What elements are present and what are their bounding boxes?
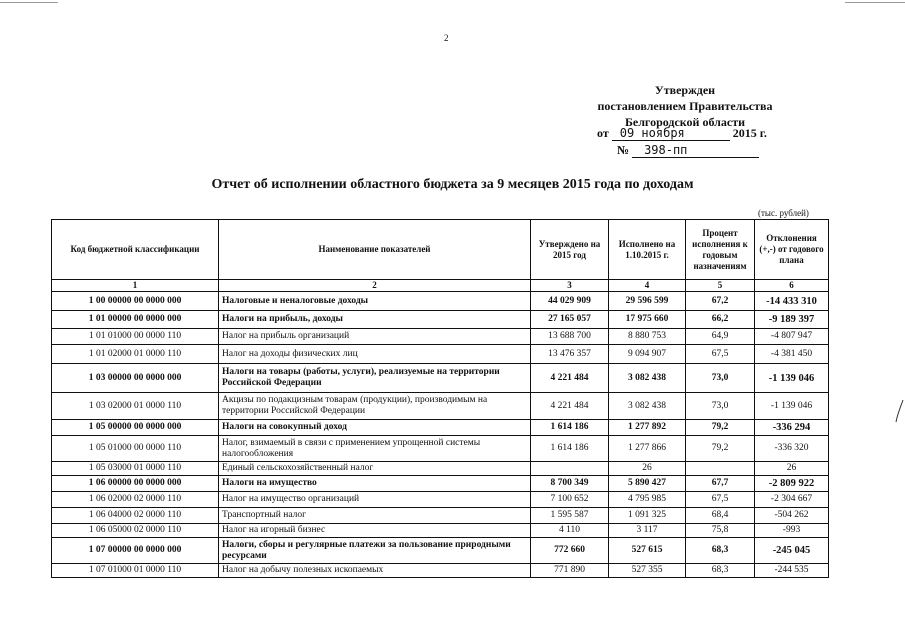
name-cell: Налог на прибыль организаций	[219, 329, 531, 345]
deviation-cell: -245 045	[755, 538, 829, 564]
table-row	[52, 538, 829, 564]
table-header-row	[52, 220, 829, 280]
name-cell: Единый сельскохозяйственный налог	[219, 462, 531, 476]
table-row	[52, 329, 829, 345]
document-title: Отчет об исполнении областного бюджета за 9 месяцев 2015 года по доходам	[211, 177, 694, 192]
executed-cell: 26	[609, 462, 686, 476]
approved-cell: 13 476 357	[531, 345, 609, 364]
pen-mark-icon	[893, 398, 905, 426]
executed-cell: 3 082 438	[609, 393, 686, 420]
table-row	[52, 393, 829, 420]
percent-cell: 64,9	[686, 329, 755, 345]
date-year: 2015 г.	[732, 126, 767, 140]
revenue-table	[51, 219, 829, 578]
name-cell: Налоги на совокупный доход	[219, 420, 531, 436]
deviation-cell: -1 139 046	[755, 393, 829, 420]
table-row	[52, 564, 829, 578]
table-row	[52, 492, 829, 508]
name-cell: Акцизы по подакцизным товарам (продукции), производимым на территории Российской Федерации	[219, 393, 531, 420]
percent-cell	[686, 462, 755, 476]
executed-cell: 1 277 866	[609, 436, 686, 462]
column-number-row	[52, 280, 829, 292]
approved-cell: 1 614 186	[531, 436, 609, 462]
executed-cell: 3 082 438	[609, 364, 686, 393]
approval-stamp	[580, 82, 790, 130]
approval-line-2: постановлением Правительства	[597, 99, 773, 113]
number-handwritten: 398-пп	[632, 143, 759, 158]
percent-cell: 79,2	[686, 420, 755, 436]
code-cell: 1 06 05000 02 0000 110	[52, 524, 219, 538]
table-row	[52, 436, 829, 462]
deviation-cell: -1 139 046	[755, 364, 829, 393]
executed-cell: 29 596 599	[609, 292, 686, 311]
executed-cell: 9 094 907	[609, 345, 686, 364]
approval-date	[597, 126, 767, 141]
approved-cell: 4 221 484	[531, 364, 609, 393]
number-prefix: №	[617, 143, 630, 157]
code-cell: 1 05 00000 00 0000 000	[52, 420, 219, 436]
name-cell: Налог, взимаемый в связи с применением упрощенной системы налогообложения	[219, 436, 531, 462]
percent-cell: 73,0	[686, 393, 755, 420]
column-number: 5	[686, 280, 755, 292]
executed-cell: 8 880 753	[609, 329, 686, 345]
name-cell: Налог на доходы физических лиц	[219, 345, 531, 364]
name-cell: Налоги, сборы и регулярные платежи за пользование природными ресурсами	[219, 538, 531, 564]
header-deviation: Отклонения (+,-) от годового плана	[755, 220, 829, 280]
code-cell: 1 07 00000 00 0000 000	[52, 538, 219, 564]
date-prefix: от	[597, 126, 609, 140]
executed-cell: 4 795 985	[609, 492, 686, 508]
header-approved: Утверждено на 2015 год	[531, 220, 609, 280]
column-number: 6	[755, 280, 829, 292]
column-number: 4	[609, 280, 686, 292]
header-code: Код бюджетной классификации	[52, 220, 219, 280]
approved-cell: 4 110	[531, 524, 609, 538]
executed-cell: 1 277 892	[609, 420, 686, 436]
name-cell: Налог на добычу полезных ископаемых	[219, 564, 531, 578]
table-row	[52, 524, 829, 538]
table-row	[52, 420, 829, 436]
percent-cell: 79,2	[686, 436, 755, 462]
code-cell: 1 05 01000 00 0000 110	[52, 436, 219, 462]
approved-cell: 1 614 186	[531, 420, 609, 436]
name-cell: Налоги на товары (работы, услуги), реализуемые на территории Российской Федерации	[219, 364, 531, 393]
code-cell: 1 07 01000 01 0000 110	[52, 564, 219, 578]
approved-cell: 4 221 484	[531, 393, 609, 420]
deviation-cell: -2 304 667	[755, 492, 829, 508]
name-cell: Налог на имущество организаций	[219, 492, 531, 508]
code-cell: 1 01 01000 00 0000 110	[52, 329, 219, 345]
table-row	[52, 476, 829, 492]
deviation-cell: -336 294	[755, 420, 829, 436]
header-executed: Исполнено на 1.10.2015 г.	[609, 220, 686, 280]
code-cell: 1 03 00000 00 0000 000	[52, 364, 219, 393]
percent-cell: 73,0	[686, 364, 755, 393]
approved-cell: 771 890	[531, 564, 609, 578]
code-cell: 1 01 00000 00 0000 000	[52, 311, 219, 329]
deviation-cell: -4 807 947	[755, 329, 829, 345]
name-cell: Налоговые и неналоговые доходы	[219, 292, 531, 311]
table-row	[52, 508, 829, 524]
scan-edge-line	[845, 2, 905, 3]
percent-cell: 66,2	[686, 311, 755, 329]
approval-line-1: Утвержден	[654, 83, 716, 97]
table-row	[52, 462, 829, 476]
code-cell: 1 00 00000 00 0000 000	[52, 292, 219, 311]
executed-cell: 527 615	[609, 538, 686, 564]
approval-number	[617, 143, 759, 158]
code-cell: 1 03 02000 01 0000 110	[52, 393, 219, 420]
executed-cell: 17 975 660	[609, 311, 686, 329]
code-cell: 1 01 02000 01 0000 110	[52, 345, 219, 364]
percent-cell: 68,4	[686, 508, 755, 524]
approved-cell: 13 688 700	[531, 329, 609, 345]
table-row	[52, 311, 829, 329]
table-row	[52, 364, 829, 393]
deviation-cell: -993	[755, 524, 829, 538]
column-number: 1	[52, 280, 219, 292]
approved-cell	[531, 462, 609, 476]
header-name: Наименование показателей	[219, 220, 531, 280]
deviation-cell: -2 809 922	[755, 476, 829, 492]
percent-cell: 67,2	[686, 292, 755, 311]
deviation-cell: -244 535	[755, 564, 829, 578]
executed-cell: 1 091 325	[609, 508, 686, 524]
percent-cell: 67,5	[686, 345, 755, 364]
percent-cell: 67,7	[686, 476, 755, 492]
percent-cell: 67,5	[686, 492, 755, 508]
page-number: 2	[444, 33, 449, 43]
name-cell: Налог на игорный бизнес	[219, 524, 531, 538]
code-cell: 1 06 04000 02 0000 110	[52, 508, 219, 524]
approved-cell: 1 595 587	[531, 508, 609, 524]
scan-edge-line	[0, 2, 58, 3]
column-number: 3	[531, 280, 609, 292]
date-handwritten: 09 ноября	[612, 126, 730, 141]
code-cell: 1 06 02000 02 0000 110	[52, 492, 219, 508]
approved-cell: 7 100 652	[531, 492, 609, 508]
executed-cell: 3 117	[609, 524, 686, 538]
approved-cell: 8 700 349	[531, 476, 609, 492]
percent-cell: 68,3	[686, 564, 755, 578]
header-percent: Процент исполнения к годовым назначениям	[686, 220, 755, 280]
deviation-cell: -4 381 450	[755, 345, 829, 364]
column-number: 2	[219, 280, 531, 292]
approval-line-3: Белгородской области	[624, 115, 746, 129]
approved-cell: 27 165 057	[531, 311, 609, 329]
deviation-cell: -14 433 310	[755, 292, 829, 311]
approved-cell: 772 660	[531, 538, 609, 564]
deviation-cell: -336 320	[755, 436, 829, 462]
deviation-cell: -9 189 397	[755, 311, 829, 329]
table-body	[52, 292, 829, 578]
name-cell: Налоги на имущество	[219, 476, 531, 492]
name-cell: Налоги на прибыль, доходы	[219, 311, 531, 329]
units-note: (тыс. рублей)	[758, 208, 809, 218]
percent-cell: 75,8	[686, 524, 755, 538]
code-cell: 1 05 03000 01 0000 110	[52, 462, 219, 476]
code-cell: 1 06 00000 00 0000 000	[52, 476, 219, 492]
percent-cell: 68,3	[686, 538, 755, 564]
table-row	[52, 345, 829, 364]
deviation-cell: -504 262	[755, 508, 829, 524]
name-cell: Транспортный налог	[219, 508, 531, 524]
approved-cell: 44 029 909	[531, 292, 609, 311]
executed-cell: 527 355	[609, 564, 686, 578]
deviation-cell: 26	[755, 462, 829, 476]
executed-cell: 5 890 427	[609, 476, 686, 492]
table-row	[52, 292, 829, 311]
